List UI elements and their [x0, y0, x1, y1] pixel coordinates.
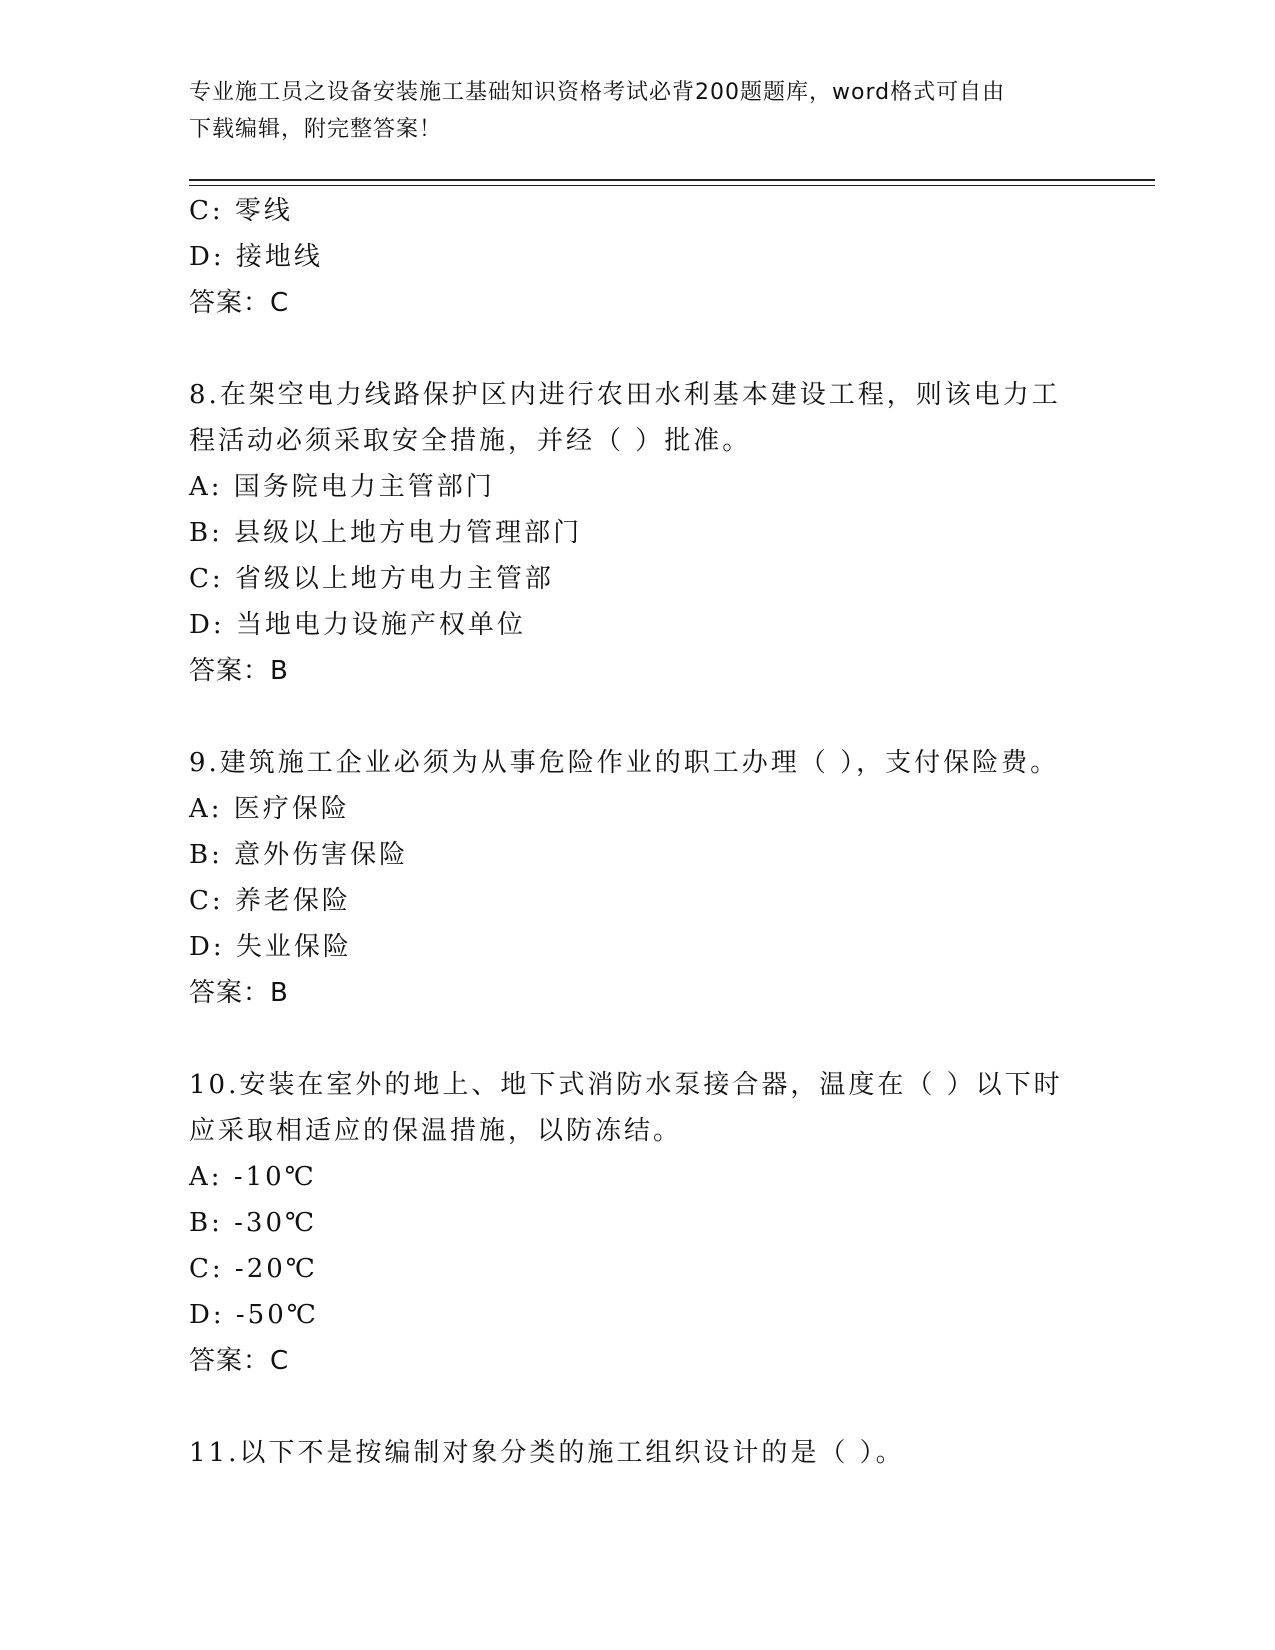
question-stem: 11.以下不是按编制对象分类的施工组织设计的是（ ）。 [189, 1438, 905, 1468]
option-b: B: 意外伤害保险 [189, 840, 409, 870]
question-stem: 程活动必须采取安全措施，并经（ ）批准。 [189, 426, 752, 456]
answer: 答案：C [189, 1346, 290, 1376]
option-c: C: 养老保险 [189, 886, 351, 916]
option-d: D: -50℃ [189, 1300, 319, 1330]
option-a: A: -10℃ [189, 1162, 317, 1192]
document-header [189, 74, 1069, 148]
option-d: D: 接地线 [189, 242, 323, 272]
question-11 [189, 1430, 1089, 1476]
option-d: D: 失业保险 [189, 932, 352, 962]
answer: 答案：C [189, 288, 290, 318]
header-divider-thin [189, 185, 1155, 186]
question-7 [189, 188, 1089, 326]
question-9 [189, 740, 1089, 1016]
spacer [189, 326, 1089, 372]
option-b: B: -30℃ [189, 1208, 318, 1238]
question-10 [189, 1062, 1089, 1384]
answer: 答案：B [189, 978, 289, 1008]
option-a: A: 国务院电力主管部门 [189, 472, 495, 502]
question-8 [189, 372, 1089, 694]
question-stem: 9.建筑施工企业必须为从事危险作业的职工办理（ ），支付保险费。 [189, 748, 1060, 778]
header-divider-thick [189, 179, 1155, 181]
answer: 答案：B [189, 656, 289, 686]
option-b: B: 县级以上地方电力管理部门 [189, 518, 583, 548]
option-c: C: 零线 [189, 196, 293, 226]
option-c: C: -20℃ [189, 1254, 318, 1284]
spacer [189, 694, 1089, 740]
document-body [189, 188, 1089, 1476]
header-line-2: 下载编辑，附完整答案！ [189, 117, 443, 142]
question-stem: 应采取相适应的保温措施，以防冻结。 [189, 1116, 683, 1146]
spacer [189, 1016, 1089, 1062]
option-c: C: 省级以上地方电力主管部 [189, 564, 554, 594]
option-a: A: 医疗保险 [189, 794, 350, 824]
question-stem: 10.安装在室外的地上、地下式消防水泵接合器，温度在（ ）以下时 [189, 1070, 1063, 1100]
option-d: D: 当地电力设施产权单位 [189, 610, 526, 640]
question-stem: 8.在架空电力线路保护区内进行农田水利基本建设工程，则该电力工 [189, 380, 1061, 410]
header-line-1: 专业施工员之设备安装施工基础知识资格考试必背200题题库，word格式可自由 [189, 80, 1006, 105]
spacer [189, 1384, 1089, 1430]
